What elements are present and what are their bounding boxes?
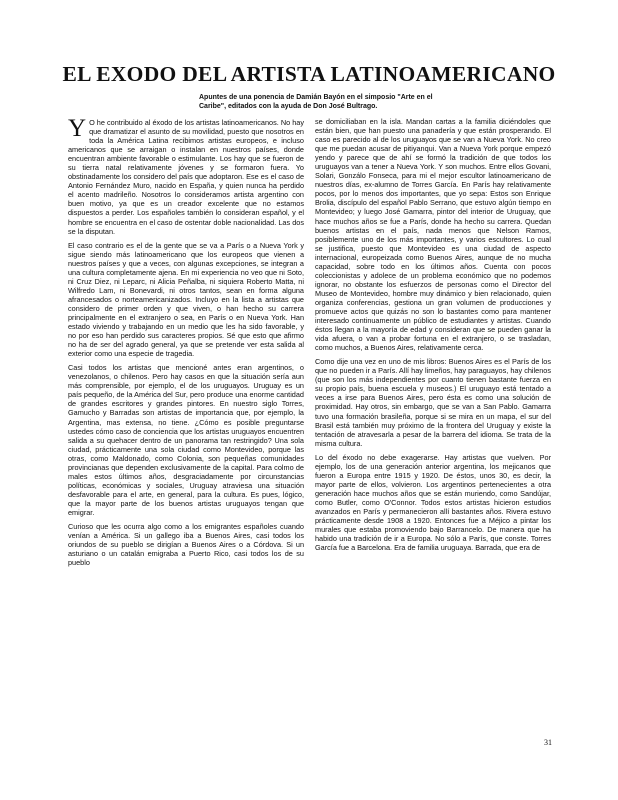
- right-column: [315, 117, 551, 557]
- paragraph: El caso contrario es el de la gente que se va a París o a Nueva York y sigue siendo más latinoamericano que los europeos que vienen a nuestros países y que a veces, con algunas excepciones, se integran a una cultura completamente ajena. En mi experiencia no veo que ni Soto, ni Cruz Diez, ni Leparc, ni Alicia Peñalba, ni siquiera Roberto Matta, ni Wilfredo Lam, ni Bonevardi, ni otros tantos, sean en forma alguna afrancesados o norteamericanizados. Incluyo en la lista a artistas que considero de primer orden y que viven, o han hecho su carrera principalmente en el extranjero o sea, en París o en Nueva York. Han estado viviendo y trabajando en un medio que les ha sido favorable, y no por eso han perdido sus caracteres propios. Sé que esto que afirmo no ha de ser del agrado general, ya que se pretende ver esta salida al exterior como una especie de tragedia.: [68, 240, 304, 359]
- article-title: EL EXODO DEL ARTISTA LATINOAMERICANO: [62, 62, 556, 86]
- paragraph: [68, 115, 304, 236]
- paragraph: Curioso que les ocurra algo como a los emigrantes españoles cuando venían a América. Si un gallego iba a Buenos Aires, casi todos los oriundos de su pueblo se dirigían a Buenos Aires o a Córdova. Si un asturiano o un catalán emigraba a Puerto Rico, casi todos los de su pueblo: [68, 522, 304, 568]
- paragraph: se domiciliaban en la isla. Mandan cartas a la familia diciéndoles que están bien, que han puesto una panadería y que están prosperando. El caso es parecido al de los uruguayos que se van a Nueva York. No creo que me puedan acusar de pitiyanqui. Van a Nueva York porque empezó yendo y parece que de ahí se formó la tradición de que todos los uruguayos van a tener a Nueva York. Y son muchos. Entre ellos Govani, Solari, Gonzálo Fonseca, para mi el mejor escultor latinoamericano de nuestros días, ex-alumno de Torres García. En París hay relativamente pocos, por lo menos dos importantes, que yo sepa: Estos son Enrique Brolia, discípulo del español Pablo Serrano, que estuvo algún tiempo en Montevideo; y luego José Gamarra, pintor del interior de Uruguay, que hace muchos años se fue a París, donde ha hecho su carrera. Quedan buenos artistas en el país, nada menos que Nelson Ramos, posiblemente uno de los más importantes, y varios escultores. Lo cual se justifica, puesto que Montevideo es una ciudad de aspecto internacional, europeizada como Buenos Aires, aunque de no mucha capacidad, sobre todo en los últimos años. Cuenta con pocos coleccionistas y adolece de un problema económico que no podemos ignorar, no obstante los esfuerzos de personas como el Director del Museo de Montevideo, hombre muy dinámico y bien relacionado, quien organiza conferencias, gestiona un gran volumen de producciones y promueve actos que quizás no son lo bastantes como para mantener interesado continuamente un público de estudiantes y artistas. Cuando éstos llegan a la mayoría de edad y consideran que se pueden ganar la vida afuera, o van a probar fortuna en el extranjero, o se trasladan, como muchos, a Buenos Aires, relativamente cerca.: [315, 117, 551, 353]
- paragraph: Como dije una vez en uno de mis libros: Buenos Aires es el París de los que no pueden ir a París. Allí hay limeños, hay paraguayos, hay chilenos (que son los más independientes por cuanto tienen bastante fuerza en su propio país, buena escuela y museos.) El uruguayo está tentado a veces a irse para Buenos Aires, pero ésta es como una solución de proximidad. Hay otros, sin embargo, que se van a San Pablo. Gamarra tuvo una formación brasileña, porque si se mira en un mapa, el sur del Brasil está también muy próximo de la frontera del Uruguay y existe la tentación de atravesarla a pesar de la barrera del idioma. Se trata de la misma cultura.: [315, 357, 551, 448]
- left-column: [68, 115, 304, 572]
- page-number: 31: [544, 738, 552, 747]
- drop-cap: Y: [68, 115, 87, 142]
- paragraph: Lo del éxodo no debe exagerarse. Hay artistas que vuelven. Por ejemplo, los de una generación anterior argentina, los mejicanos que fueron a Europa entre 1915 y 1920. De éstos, unos 30, es decir, la mayor parte de ellos, volvieron. Los argentinos pertenecientes a otra generación hace muchos años que se están muriendo, como Sandújar, como Butler, como O'Connor. Todos estos artistas hicieron estudios avanzados en París y permanecieron allí bastantes años. Rivera estuvo prácticamente desde 1908 a 1920. Entonces fue a Méjico a pintar los murales que estaba promoviendo bajo Barrancelo. De manera que ha habido una tradición de ir a Europa. No sólo a París, que conste. Torres García fue a Barcelona. Era de familia uruguaya. Barrada, que era de: [315, 452, 551, 553]
- paragraph-text: O he contribuido al éxodo de los artistas latinoamericanos. No hay que dramatizar el asunto de su movilidad, puesto que nosotros en toda la América Latina recibimos artistas europeos, e incluso americanos que se arraigan o instalan en nuestros países, donde encuentran ambiente favorable o estimulante. Los hay que se fueron de su tierra natal relativamente jóvenes y se formaron fuera. Yo obstinadamente los considero del país que adoptaron. Ese es el caso de Antonio Fernández Muro, nacido en España, y quien nunca ha perdido el acento madrileño. Nosotros lo consideramos artista argentino con buen motivo, ya que es un creador excelente que no estamos dispuestos a perder. Los españoles también lo consideran español, y el hombre se encuentra en el caso de ostentar doble nacionalidad. Las dos se la disputan.: [68, 118, 304, 236]
- paragraph: Casi todos los artistas que mencioné antes eran argentinos, o venezolanos, o chilenos. Pero hay casos en que la situación sería aun más comprensible, por ejemplo, el de los uruguayos. Uruguay es un país pequeño, de la América del Sur, pero produce una enorme cantidad de grandes escritores y grandes pintores. En nuestro siglo Torres, Gamucho y Barradas son artistas de importancia que, por ejemplo, la Argentina, mas extensa, no tiene. ¿Cómo es posible preguntarse ustedes cómo caso de conciencia que los artistas uruguayos encuentren salida a su quehacer dentro de un panorama tan restringido? Una sola ciudad, prácticamente una sola ciudad como Montevideo, porque las otras, como Maldonado, como Colonia, son pequeñas comunidades provincianas que dependen exclusivamente de la capital. Para colmo de males estos últimos años, desgraciadamente por circunstancias políticas, económicas y sociales, Uruguay atraviesa una situación desfavorable para el arte, en general, para la cultura. Es pues, lógico, que la mayor parte de los buenos artistas uruguayos tengan que emigrar.: [68, 363, 304, 517]
- article-subtitle: Apuntes de una ponencia de Damián Bayón en el simposio "Arte en el Caribe", editados con la ayuda de Don José Bultrago.: [199, 94, 433, 110]
